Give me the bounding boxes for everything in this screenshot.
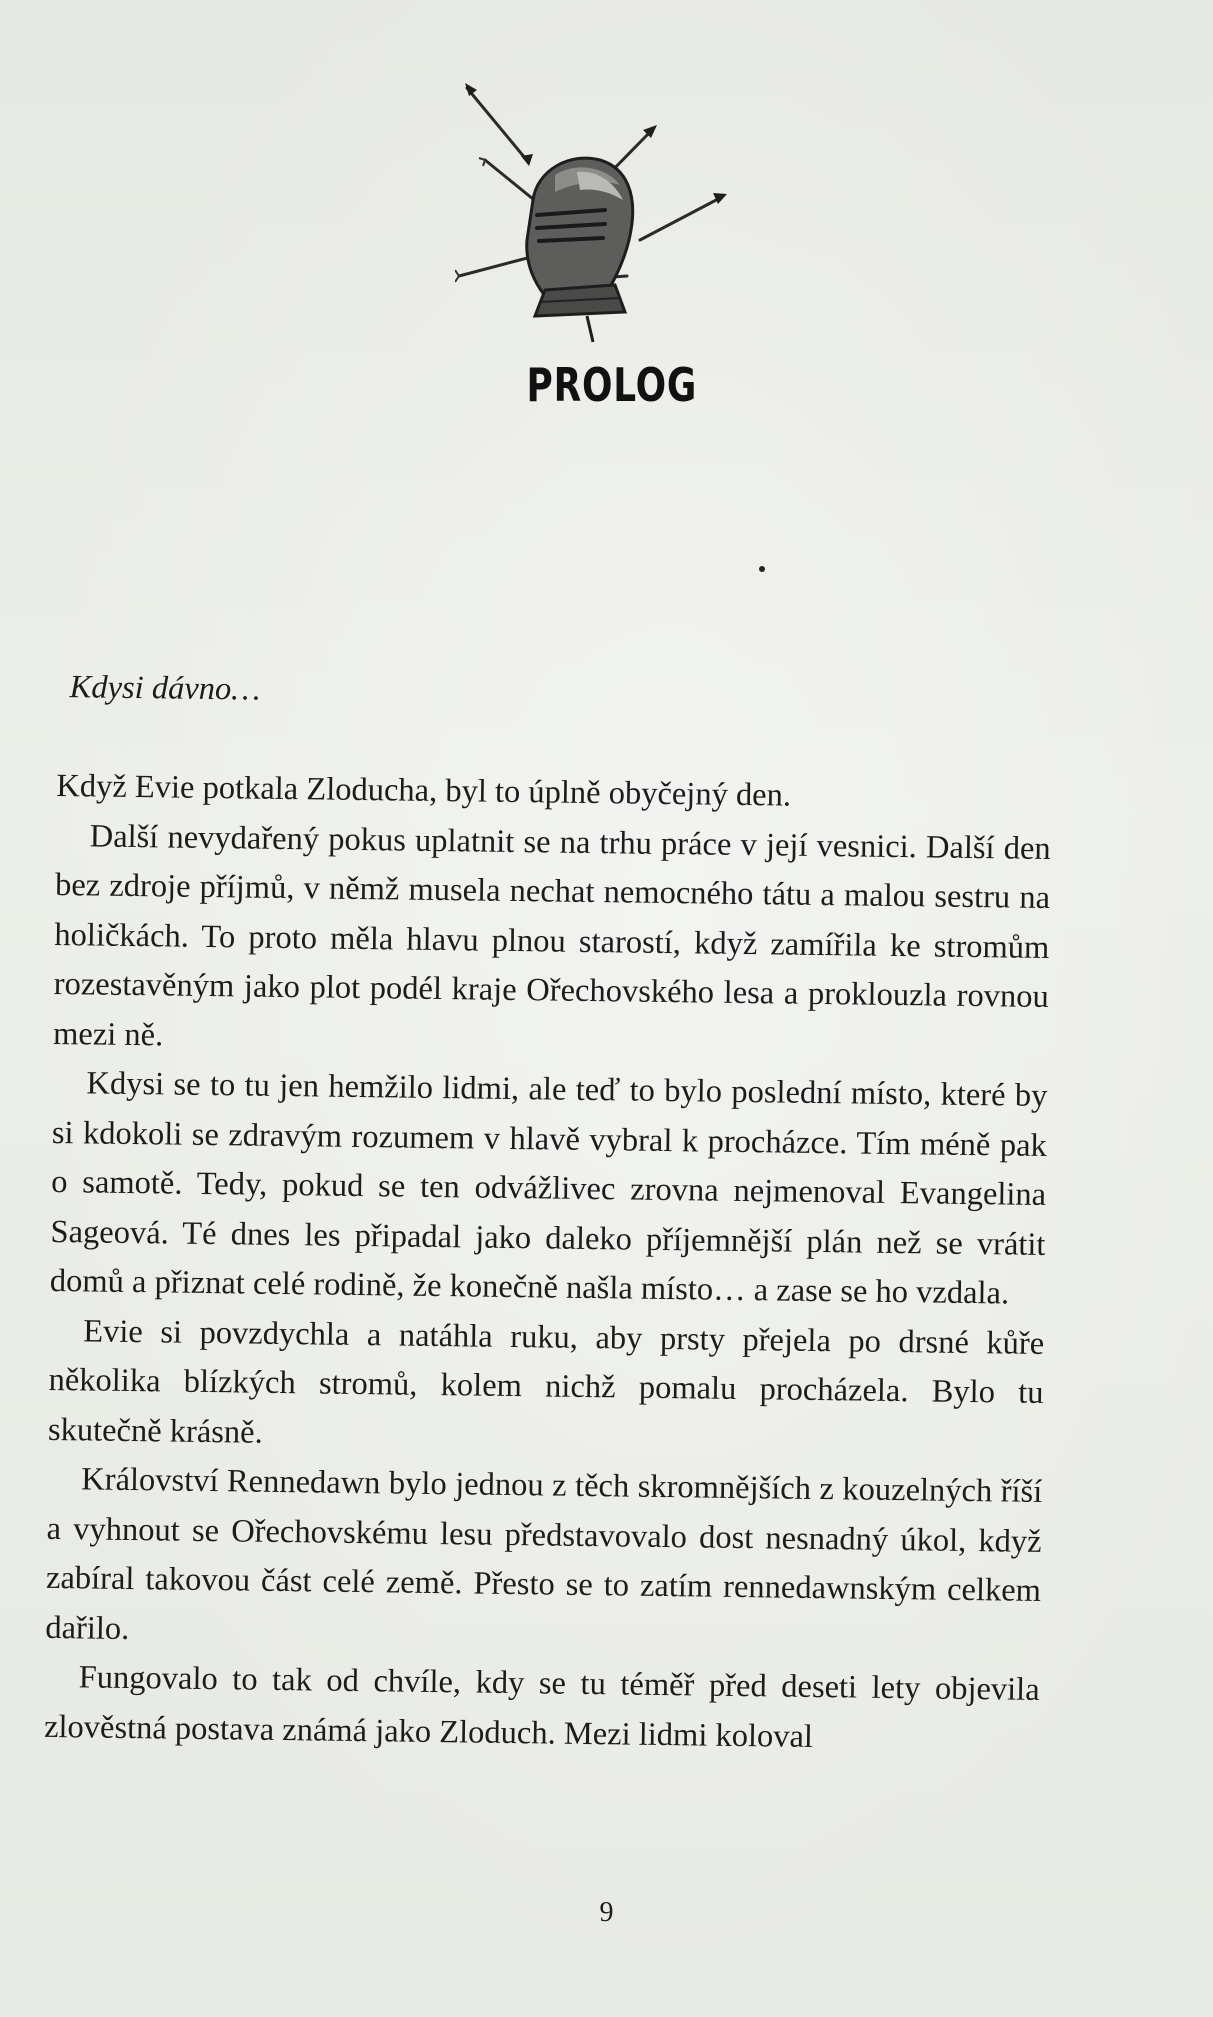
print-speck — [759, 566, 765, 572]
paragraph: Evie si povzdychla a natáhla ruku, aby prsty přejela po drsné kůře několika blízkých stromů, kolem nichž pomalu procházela. Bylo tu skutečně krásně. — [47, 1312, 1045, 1451]
paragraph: Když Evie potkala Zloducha, byl to úplně obyčejný den. — [56, 767, 792, 814]
paragraph: Další nevydařený pokus uplatnit se na trhu práce v její vesnici. Další den bez zdroje příjmů, v němž musela nechat nemocného tátu a malou sestru na holičkách. To proto měla hlavu plnou starostí, když zamířila ke stromům rozestavěným jako plot podél kraje Ořechovského lesa a proklouzla rovnou mezi ně. — [52, 817, 1051, 1053]
knight-helmet-with-arrows-icon — [455, 80, 735, 350]
intro-line: Kdysi dávno… — [69, 669, 261, 708]
chapter-body-text — [44, 663, 1053, 1765]
page-number: 9 — [599, 1897, 614, 1928]
chapter-title: PROLOG — [526, 358, 698, 412]
paragraph: Kdysi se to tu jen hemžilo lidmi, ale teď to bylo poslední místo, které by si kdokoli se zdravým rozumem v hlavě vybral k procházce. Tím méně pak o samotě. Tedy, pokud se ten odvážlivec zrovna nejmenoval Evangelina Sageová. Té dnes les připadal jako daleko příjemnější plán než se vrátit domů a přiznat celé rodině, že konečně našla místo… a zase se ho vzdala. — [49, 1065, 1048, 1312]
paragraph: Království Rennedawn bylo jednou z těch skromnějších z kouzelných říší a vyhnout se Ořechovskému lesu představovalo dost nesnadný úkol, když zabíral takovou část celé země. Přesto se to zatím rennedawnským celkem dařilo. — [45, 1461, 1043, 1647]
paragraph: Fungovalo to tak od chvíle, kdy se tu téměř před deseti lety objevila zlověstná postava známá jako Zloduch. Mezi lidmi koloval — [43, 1659, 1040, 1755]
